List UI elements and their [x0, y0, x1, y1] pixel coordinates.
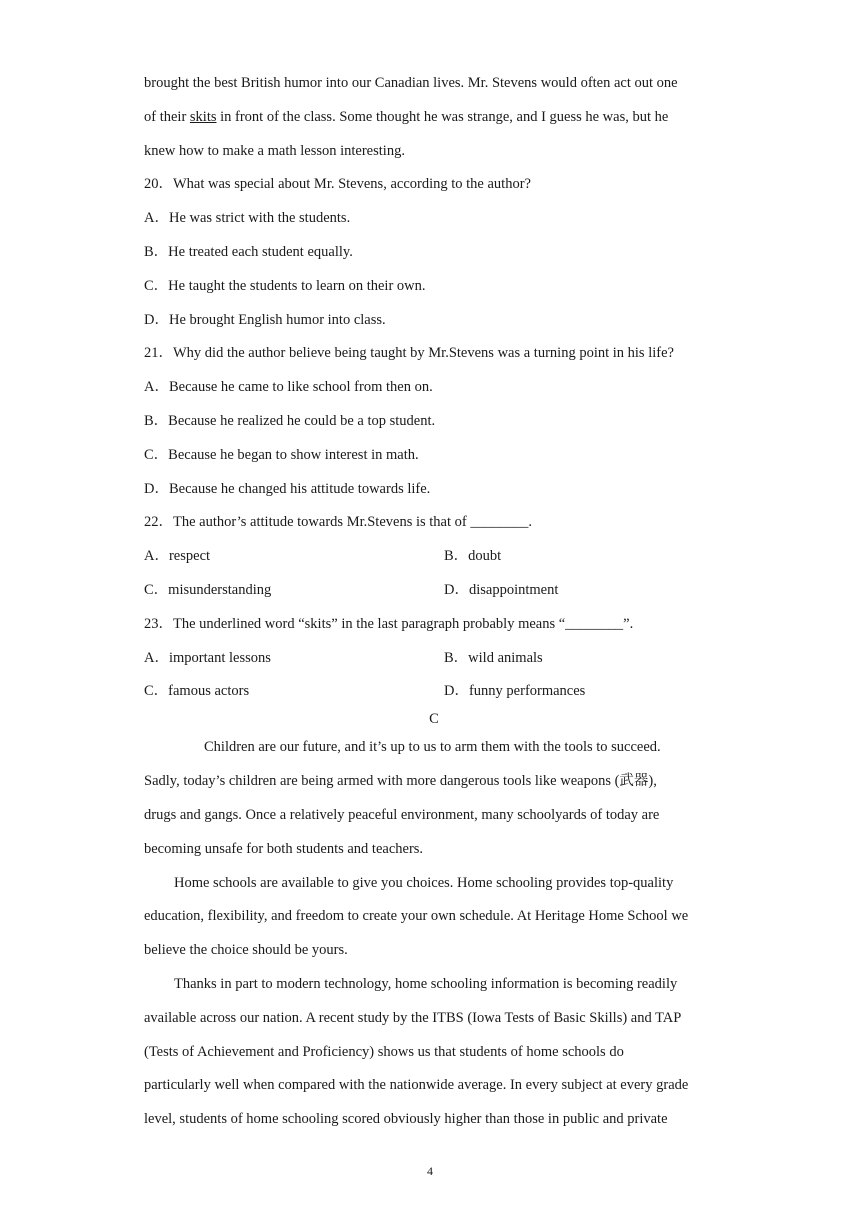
- answer-option: A．Because he came to like school from then on.: [144, 379, 433, 396]
- option-row: [144, 645, 724, 679]
- answer-option: C．Because he began to show interest in math.: [144, 446, 419, 463]
- passage-line: [144, 104, 724, 138]
- passage-text: of their: [144, 108, 190, 125]
- paragraph-line: Thanks in part to modern technology, home schooling information is becoming readily: [174, 975, 678, 992]
- answer-option: B．doubt: [444, 548, 502, 565]
- answer-option: D．He brought English humor into class.: [144, 311, 386, 328]
- section-heading: C: [429, 711, 439, 728]
- question-stem: 21．Why did the author believe being taught by Mr.Stevens was a turning point in his life?: [144, 345, 674, 362]
- passage-text: in front of the class. Some thought he was strange, and I guess he was, but he: [216, 108, 669, 125]
- passage-line: knew how to make a math lesson interesting.: [144, 142, 405, 159]
- option-row: [144, 577, 724, 611]
- underlined-word: skits: [189, 108, 217, 125]
- answer-option: B．He treated each student equally.: [144, 243, 353, 260]
- paragraph-line: level, students of home schooling scored obviously higher than those in public and private: [144, 1111, 668, 1128]
- answer-option: A．He was strict with the students.: [144, 210, 351, 227]
- paragraph-line: believe the choice should be yours.: [144, 942, 348, 959]
- answer-option: A．respect: [144, 548, 211, 565]
- paragraph-line: particularly well when compared with the nationwide average. In every subject at every grade: [144, 1077, 689, 1094]
- paragraph-line: Children are our future, and it’s up to us to arm them with the tools to succeed.: [204, 739, 661, 756]
- document-page: [144, 70, 724, 1140]
- answer-option: C．He taught the students to learn on their own.: [144, 277, 426, 294]
- option-row: [144, 678, 724, 706]
- paragraph-line: Sadly, today’s children are being armed with more dangerous tools like weapons (武器),: [144, 773, 657, 790]
- paragraph-line: (Tests of Achievement and Proficiency) shows us that students of home schools do: [144, 1043, 624, 1060]
- paragraph-line: education, flexibility, and freedom to create your own schedule. At Heritage Home School we: [144, 908, 689, 925]
- paragraph-line: becoming unsafe for both students and teachers.: [144, 840, 424, 857]
- question-stem: 22．The author’s attitude towards Mr.Stevens is that of ________.: [144, 514, 532, 531]
- answer-option: B．wild animals: [444, 649, 543, 666]
- answer-option: D．Because he changed his attitude towards life.: [144, 480, 431, 497]
- answer-option: C．famous actors: [144, 683, 250, 700]
- answer-option: B．Because he realized he could be a top student.: [144, 412, 436, 429]
- paragraph-line: drugs and gangs. Once a relatively peaceful environment, many schoolyards of today are: [144, 806, 660, 823]
- answer-option: D．funny performances: [444, 683, 586, 700]
- answer-option: D．disappointment: [444, 581, 559, 598]
- paragraph-line: available across our nation. A recent study by the ITBS (Iowa Tests of Basic Skills) and TAP: [144, 1009, 682, 1026]
- answer-option: A．important lessons: [144, 649, 271, 666]
- option-row: [144, 543, 724, 577]
- paragraph-line: Home schools are available to give you choices. Home schooling provides top-quality: [174, 874, 674, 891]
- question-stem: 23．The underlined word “skits” in the last paragraph probably means “________”.: [144, 615, 634, 632]
- question-stem: 20．What was special about Mr. Stevens, according to the author?: [144, 176, 531, 193]
- page-number: 4: [427, 1164, 433, 1178]
- passage-line: brought the best British humor into our Canadian lives. Mr. Stevens would often act out one: [144, 75, 678, 91]
- answer-option: C．misunderstanding: [144, 581, 272, 598]
